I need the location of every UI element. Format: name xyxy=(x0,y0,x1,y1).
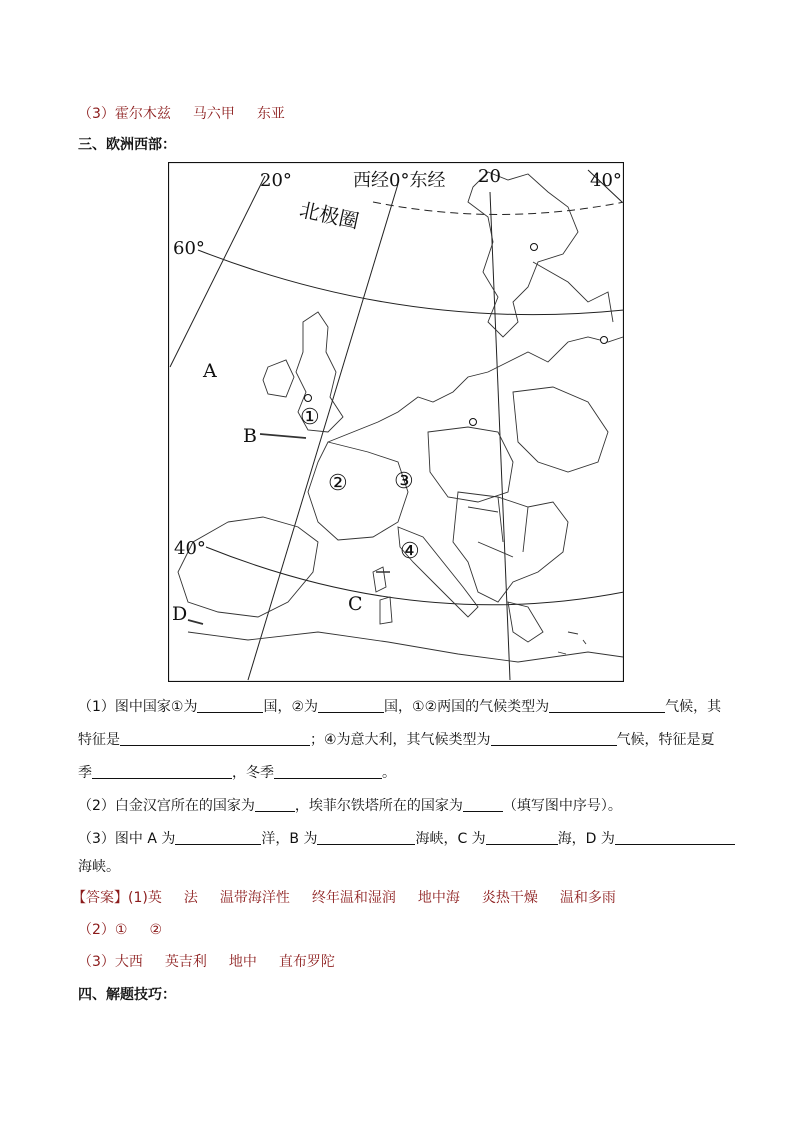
question-1-line-1 xyxy=(78,696,721,716)
question-text: 特征是 xyxy=(78,732,120,748)
question-3-line-1 xyxy=(78,828,735,848)
answer-tag: 【答案】 xyxy=(72,890,128,906)
answer-item: 霍尔木兹 xyxy=(114,106,171,122)
answer-item: 东亚 xyxy=(256,106,285,122)
label-b: B xyxy=(243,425,257,447)
label-country-2: ② xyxy=(328,471,348,496)
capital-dot xyxy=(531,244,538,251)
label-lon-20w: 20° xyxy=(260,170,292,191)
map-figure xyxy=(168,162,624,682)
question-text: 国，②为 xyxy=(263,699,319,715)
label-c: C xyxy=(348,593,363,615)
answer-blank xyxy=(491,731,617,746)
label-lon-20e: 20 xyxy=(478,166,501,187)
answer-blank xyxy=(92,764,232,779)
label-a: A xyxy=(203,360,217,382)
question-text: ；④为意大利，其气候类型为 xyxy=(310,732,491,748)
answer-item: 地中海 xyxy=(417,890,460,906)
question-text: 。 xyxy=(382,765,396,781)
answer-blank xyxy=(255,797,295,812)
question-text: 海，D 为 xyxy=(557,831,615,847)
question-text: 洋，B 为 xyxy=(261,831,318,847)
answer-line-2 xyxy=(78,919,162,939)
label-lat-40: 40° xyxy=(174,538,206,559)
label-arctic-circle: 北极圈 xyxy=(297,197,362,234)
question-text: 海峡，C 为 xyxy=(415,831,486,847)
label-d: D xyxy=(172,603,188,625)
answer-blank xyxy=(318,698,384,713)
answer-blank xyxy=(549,698,665,713)
label-lon-0: 西经0°东经 xyxy=(353,170,446,191)
answer-prefix: (1) xyxy=(128,890,148,906)
answer-blank xyxy=(175,830,261,845)
question-1-line-3 xyxy=(78,762,396,782)
label-country-3: ③ xyxy=(394,469,414,494)
answer-item: 终年温和湿润 xyxy=(311,890,396,906)
section-heading: 四、解题技巧： xyxy=(78,987,176,1003)
question-text: （1）图中国家①为 xyxy=(78,699,198,715)
question-text: （填写图中序号）。 xyxy=(502,798,622,814)
answer-line-1 xyxy=(72,887,616,907)
answer-blank xyxy=(197,698,263,713)
europe-west-map xyxy=(168,162,624,682)
label-country-4: ④ xyxy=(400,539,420,564)
answer-line-3 xyxy=(78,951,335,971)
answer-item: 大西 xyxy=(114,954,143,970)
capital-dot xyxy=(470,419,477,426)
question-1-line-2 xyxy=(78,729,715,749)
answer-item: 直布罗陀 xyxy=(278,954,335,970)
question-text: 国，①②两国的气候类型为 xyxy=(384,699,550,715)
question-text: 气候，其 xyxy=(665,699,722,715)
answer-prefix: （3） xyxy=(78,954,115,970)
answer-blank xyxy=(615,830,735,845)
question-text: （2）白金汉宫所在的国家为 xyxy=(78,798,255,814)
question-2-line xyxy=(78,795,622,815)
label-country-1: ① xyxy=(300,405,320,430)
answer-blank xyxy=(120,731,310,746)
answer-item: 马六甲 xyxy=(192,106,235,122)
answer-item: 炎热干燥 xyxy=(481,890,538,906)
answer-item: ① xyxy=(114,922,128,938)
answer-blank xyxy=(317,830,415,845)
answer-item: 地中 xyxy=(228,954,257,970)
answer-blank xyxy=(486,830,558,845)
capital-dot xyxy=(305,395,312,402)
answer-item: 英吉利 xyxy=(164,954,207,970)
capital-dot xyxy=(601,337,608,344)
answer-item: 温带海洋性 xyxy=(219,890,290,906)
question-text: （3）图中 A 为 xyxy=(78,831,176,847)
answer-prefix: （2） xyxy=(78,922,115,938)
label-lon-40e: 40° xyxy=(590,170,622,191)
question-text: 季 xyxy=(78,765,92,781)
previous-answer-line xyxy=(78,103,285,123)
question-3-line-2: 海峡。 xyxy=(78,859,120,875)
answer-item: 法 xyxy=(183,890,198,906)
section-heading: 三、欧洲西部： xyxy=(78,137,176,153)
question-text: ，冬季 xyxy=(232,765,274,781)
question-text: ，埃菲尔铁塔所在的国家为 xyxy=(294,798,463,814)
label-lat-60: 60° xyxy=(173,238,205,259)
question-text: 气候，特征是夏 xyxy=(616,732,715,748)
answer-prefix: （3） xyxy=(78,106,115,122)
answer-item: 温和多雨 xyxy=(559,890,616,906)
answer-item: 英 xyxy=(147,890,162,906)
map-frame xyxy=(169,163,624,682)
answer-item: ② xyxy=(149,922,163,938)
answer-blank xyxy=(274,764,382,779)
answer-blank xyxy=(463,797,503,812)
